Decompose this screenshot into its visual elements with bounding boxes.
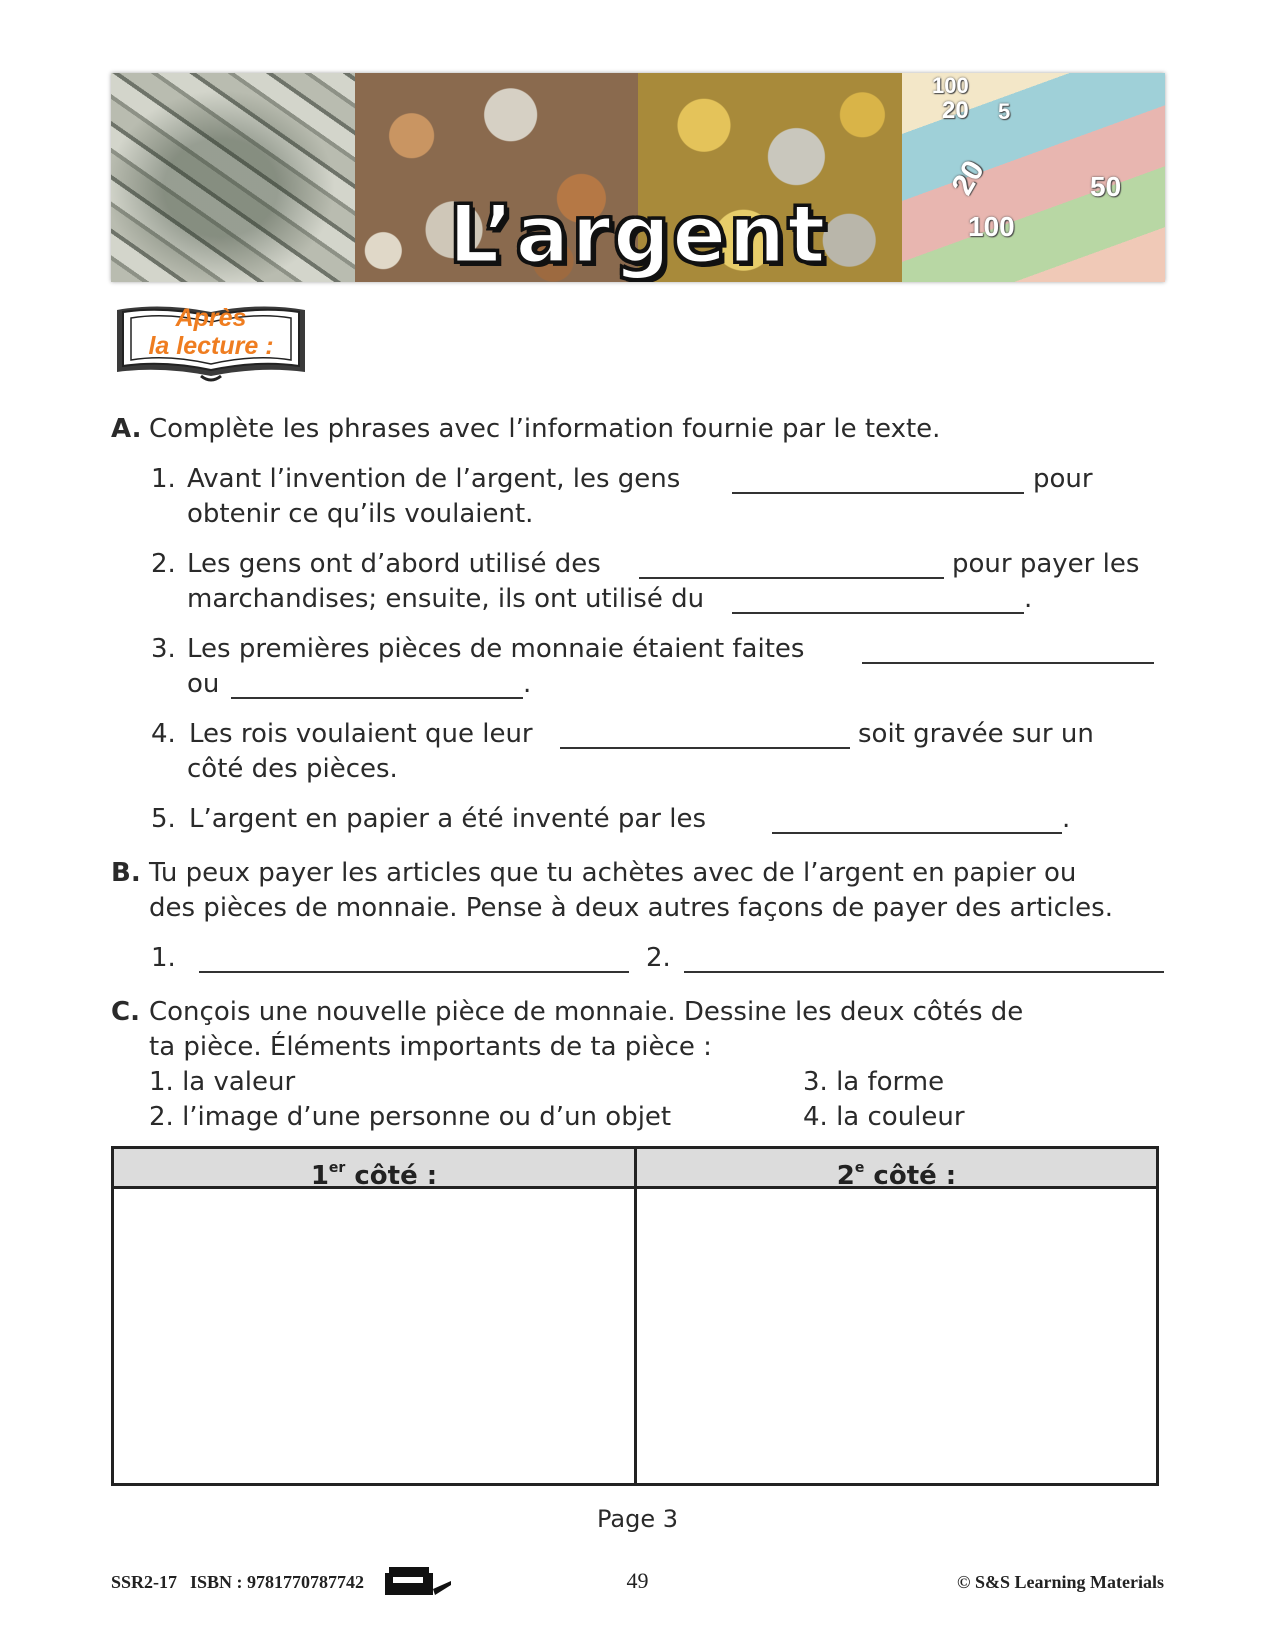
question-text: Avant l’invention de l’argent, les gens xyxy=(187,464,681,494)
answer-blank[interactable] xyxy=(684,971,1164,973)
footer-copyright: © S&S Learning Materials xyxy=(957,1572,1164,1592)
coin-element: 3. la forme xyxy=(803,1067,945,1097)
question-number: 2. xyxy=(151,549,176,579)
answer-number: 1. xyxy=(151,943,176,973)
question-number: 1. xyxy=(151,464,176,494)
question-text: pour payer les xyxy=(952,549,1140,579)
answer-blank[interactable] xyxy=(231,697,523,699)
answer-number: 2. xyxy=(646,943,671,973)
section-b-instructions: des pièces de monnaie. Pense à deux autres façons de payer des articles. xyxy=(149,893,1113,923)
section-a-letter: A. xyxy=(111,414,142,444)
answer-blank[interactable] xyxy=(560,747,850,749)
banknote-label: 50 xyxy=(1090,171,1122,202)
banknote-label: 20 xyxy=(945,155,991,201)
question-text: marchandises; ensuite, ils ont utilisé du xyxy=(187,584,705,614)
question-punctuation: . xyxy=(523,669,532,699)
table-header-side-1 xyxy=(114,1149,634,1189)
footer-isbn: ISBN : 9781770787742 xyxy=(190,1572,365,1592)
section-c-instructions: Conçois une nouvelle pièce de monnaie. Dessine les deux côtés de xyxy=(149,997,1024,1027)
page-title: L’argent xyxy=(448,188,828,281)
section-c-instructions: ta pièce. Éléments importants de ta pièce : xyxy=(149,1032,712,1062)
answer-blank[interactable] xyxy=(732,612,1024,614)
drawing-area-side-2[interactable] xyxy=(637,1189,1156,1483)
side-1-number: 1 xyxy=(310,1161,329,1191)
section-b-instructions: Tu peux payer les articles que tu achètes avec de l’argent en papier ou xyxy=(149,858,1077,888)
section-c-letter: C. xyxy=(111,997,140,1027)
coin-drawing-table xyxy=(111,1146,1159,1486)
coin-element: 1. la valeur xyxy=(149,1067,296,1097)
banknote-label: 20 xyxy=(942,97,969,124)
answer-blank[interactable] xyxy=(862,662,1154,664)
section-b-letter: B. xyxy=(111,858,141,888)
question-text: Les gens ont d’abord utilisé des xyxy=(187,549,601,579)
coin-element: 2. l’image d’une personne ou d’un objet xyxy=(149,1102,672,1132)
question-text: soit gravée sur un xyxy=(858,719,1094,749)
question-text: ou xyxy=(187,669,220,699)
header-banner xyxy=(111,73,1165,282)
question-number: 4. xyxy=(151,719,176,749)
badge-line-1: Après xyxy=(175,304,247,332)
footer-page-number: 49 xyxy=(626,1568,649,1593)
side-2-number: 2 xyxy=(836,1161,855,1191)
answer-blank[interactable] xyxy=(199,971,629,973)
table-header-side-2 xyxy=(637,1149,1156,1189)
footer-code: SSR2-17 xyxy=(111,1572,178,1592)
drawing-area-side-1[interactable] xyxy=(114,1189,634,1483)
question-number: 3. xyxy=(151,634,176,664)
side-2-ordinal: e xyxy=(854,1160,865,1176)
side-2-label: côté : xyxy=(873,1161,957,1191)
question-text: Les rois voulaient que leur xyxy=(189,719,533,749)
page-label: Page 3 xyxy=(597,1505,678,1533)
banknote-label: 100 xyxy=(932,73,969,98)
section-a-instructions: Complète les phrases avec l’information fournie par le texte. xyxy=(149,414,941,444)
question-text: pour xyxy=(1033,464,1093,494)
question-punctuation: . xyxy=(1024,584,1033,614)
question-text: obtenir ce qu’ils voulaient. xyxy=(187,499,534,529)
coin-element: 4. la couleur xyxy=(803,1102,965,1132)
badge-line-2: la lecture : xyxy=(148,332,274,360)
answer-blank[interactable] xyxy=(772,832,1062,834)
banknote-label: 5 xyxy=(998,99,1011,124)
question-punctuation: . xyxy=(1062,804,1071,834)
answer-blank[interactable] xyxy=(639,577,944,579)
banknote-label: 100 xyxy=(968,211,1015,242)
after-reading-badge xyxy=(111,300,311,386)
question-number: 5. xyxy=(151,804,176,834)
side-1-ordinal: er xyxy=(328,1160,346,1176)
answer-blank[interactable] xyxy=(732,492,1024,494)
side-1-label: côté : xyxy=(354,1161,438,1191)
question-text: Les premières pièces de monnaie étaient faites xyxy=(187,634,805,664)
question-text: L’argent en papier a été inventé par les xyxy=(189,804,707,834)
question-text: côté des pièces. xyxy=(187,754,398,784)
